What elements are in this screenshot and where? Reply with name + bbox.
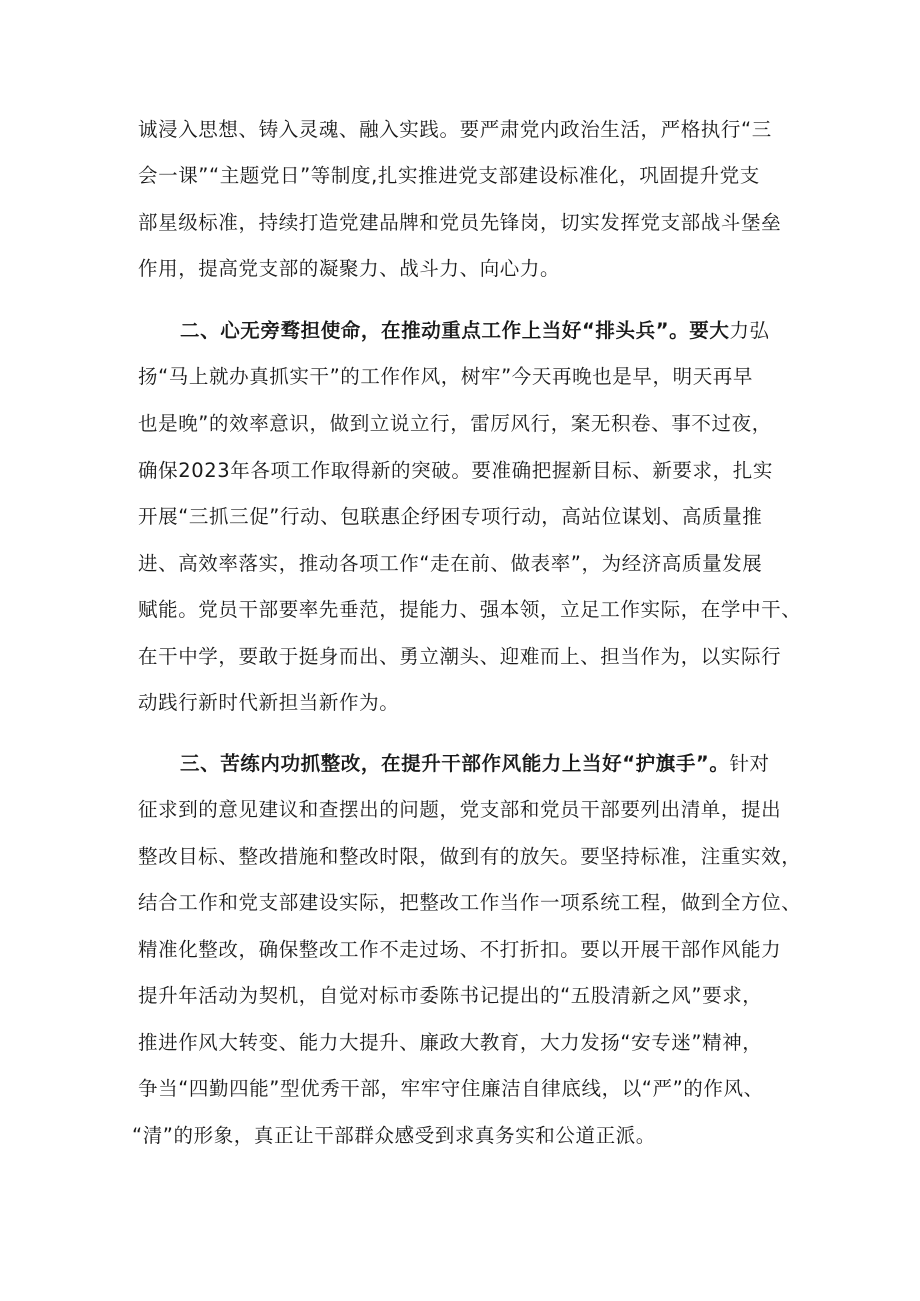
paragraph-3-line-1-rest: 针对 (729, 752, 770, 775)
paragraph-2-line-2: 扬“马上就办真抓实干”的工作作风，树牢”今天再晚也是早，明天再早 (138, 365, 754, 388)
paragraph-1-line-3: 部星级标准，持续打造党建品牌和党员先锋岗，切实发挥党支部战斗堡垒 (138, 211, 782, 234)
paragraph-2-line-1-rest: 力弘 (729, 319, 770, 342)
paragraph-2-line-3: 也是晚”的效率意识，做到立说立行，雷厉风行，案无积卷、事不过夜， (138, 412, 772, 435)
paragraph-2-line-8: 在干中学，要敢于挺身而出、勇立潮头、迎难而上、担当作为，以实际行 (138, 645, 782, 668)
section-2-heading: 二、心无旁骛担使命，在推动重点工作上当好“排头兵”。要大 (180, 319, 730, 342)
paragraph-3-line-8: 争当“四勤四能”型优秀干部，牢牢守住廉洁自律底线，以“严”的作风、 (138, 1077, 764, 1100)
paragraph-3-line-1 (180, 740, 770, 788)
paragraph-3-line-2: 征求到的意见建议和查摆出的问题，党支部和党员干部要列出清单，提出 (138, 798, 782, 821)
paragraph-2-line-5: 开展“三抓三促”行动、包联惠企纾困专项行动，高站位谋划、高质量推 (138, 505, 763, 528)
paragraph-2-line-6: 进、高效率落实，推动各项工作“走在前、做表率”，为经济高质量发展 (138, 552, 763, 575)
paragraph-3-line-3: 整改目标、整改措施和整改时限，做到有的放矢。要坚持标准，注重实效， (138, 845, 802, 868)
section-3-heading: 三、苦练内功抓整改，在提升干部作风能力上当好“护旗手”。 (180, 752, 730, 775)
paragraph-2-line-1 (180, 307, 770, 355)
paragraph-3-line-6: 提升年活动为契机，自觉对标市委陈书记提出的“五股清新之风”要求， (138, 984, 763, 1007)
paragraph-1-line-2: 会一课”“主题党日”等制度,扎实推进党支部建设标准化，巩固提升党支 (138, 164, 760, 187)
paragraph-2-line-9: 动践行新时代新担当新作为。 (138, 691, 400, 714)
paragraph-3-line-5: 精准化整改，确保整改工作不走过场、不打折扣。要以开展干部作风能力 (138, 938, 782, 961)
paragraph-2-line-7: 赋能。党员干部要率先垂范，提能力、强本领，立足工作实际，在学中干、 (138, 598, 802, 621)
paragraph-2-line-4: 确保2023年各项工作取得新的突破。要准确把握新目标、新要求，扎实 (138, 459, 773, 482)
paragraph-3-line-4: 结合工作和党支部建设实际，把整改工作当作一项系统工程，做到全方位、 (138, 891, 802, 914)
paragraph-1-line-4: 作用，提高党支部的凝聚力、战斗力、向心力。 (138, 257, 561, 280)
paragraph-3-line-7: 推进作风大转变、能力大提升、廉政大教育，大力发扬“安专迷”精神， (138, 1031, 763, 1054)
paragraph-3-line-9: “清”的形象，真正让干部群众感受到求真务实和公道正派。 (132, 1124, 656, 1147)
paragraph-1-line-1: 诚浸入思想、铸入灵魂、融入实践。要严肃党内政治生活，严格执行“三 (138, 118, 772, 141)
